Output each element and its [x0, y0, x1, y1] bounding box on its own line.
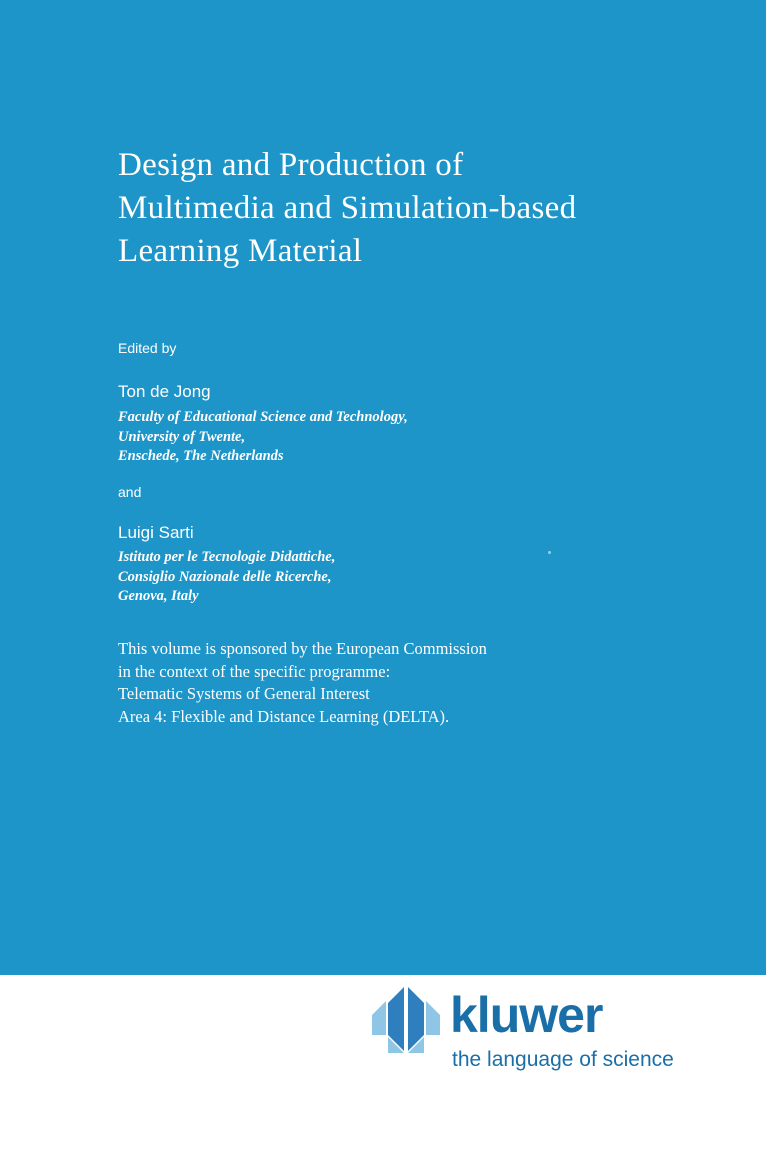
- sponsor-note: [118, 638, 487, 728]
- sponsor-line-1: This volume is sponsored by the European Commission: [118, 639, 487, 658]
- publisher-logo: [370, 985, 715, 1080]
- edited-by-label: Edited by: [118, 340, 177, 356]
- sponsor-line-2: in the context of the specific programme:: [118, 661, 391, 681]
- title-line-2: Multimedia and Simulation-based: [118, 190, 577, 226]
- editor-affiliation-1-line-3: Enschede, The Netherlands: [118, 448, 284, 464]
- kluwer-butterfly-logo-icon: [370, 985, 442, 1053]
- title-line-1: Design and Production of: [118, 147, 464, 183]
- editor-affiliation-1-line-2: University of Twente,: [118, 428, 246, 445]
- editor-affiliation-2-line-3: Genova, Italy: [118, 588, 199, 604]
- editor-name-1: Ton de Jong: [118, 382, 211, 401]
- editor-affiliation-2-line-1: Istituto per le Tecnologie Didattiche,: [118, 549, 336, 565]
- sponsor-line-3: Telematic Systems of General Interest: [118, 684, 370, 703]
- book-title: [118, 144, 718, 273]
- cover-speck: [548, 551, 551, 554]
- editor-affiliation-2: [118, 548, 335, 607]
- editor-name-2: Luigi Sarti: [118, 523, 194, 542]
- publisher-name: kluwer: [450, 987, 603, 1043]
- editors-conjunction: and: [118, 484, 142, 500]
- editor-affiliation-1-line-1: Faculty of Educational Science and Technology,: [118, 409, 408, 425]
- title-line-3: Learning Material: [118, 233, 363, 269]
- publisher-tagline: the language of science: [452, 1048, 674, 1071]
- editor-affiliation-1: [118, 408, 408, 467]
- editor-affiliation-2-line-2: Consiglio Nazionale delle Ricerche,: [118, 568, 332, 585]
- sponsor-line-4: Area 4: Flexible and Distance Learning (DELTA).: [118, 706, 450, 726]
